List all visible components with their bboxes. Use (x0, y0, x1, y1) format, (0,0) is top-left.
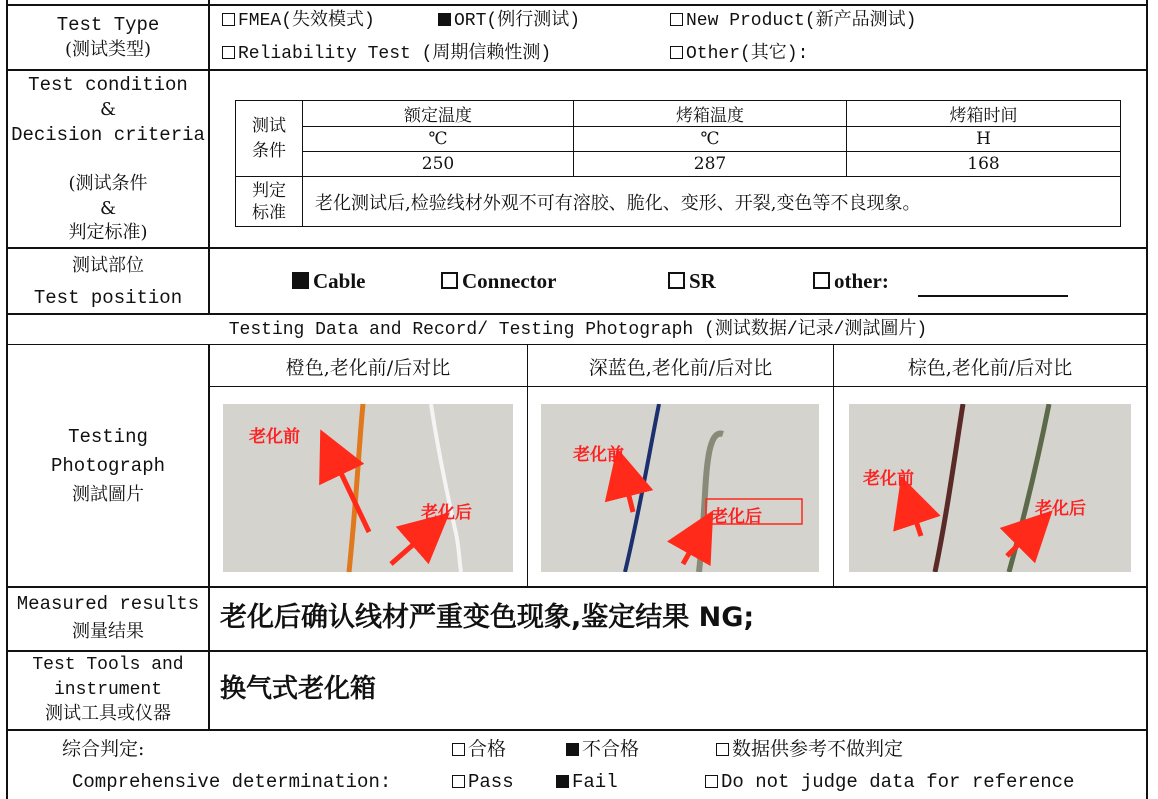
measured-label-en: Measured results (16, 593, 200, 615)
arrow-before-brown (909, 500, 921, 536)
option-ort[interactable]: ORT(例行测试) (438, 9, 580, 33)
checkbox-pass-cn[interactable] (452, 743, 465, 756)
label-after-brown: 老化后 (1035, 499, 1086, 519)
header-rated-temp: 额定温度 (303, 101, 574, 127)
checkbox-reference-cn[interactable] (716, 743, 729, 756)
determination-label-cn: 综合判定: (62, 738, 145, 760)
criteria-label-cell: 判定 标准 (236, 177, 303, 227)
arrow-after-orange (391, 529, 431, 564)
arrow-before-blue (623, 472, 633, 512)
position-other[interactable]: other: (813, 269, 889, 293)
header-oven-temp: 烤箱温度 (574, 101, 847, 127)
condition-label-6: 判定标准) (68, 222, 148, 243)
checkbox-reference-en[interactable] (705, 775, 718, 788)
condition-label-4: (测试条件 (68, 173, 148, 194)
checkbox-new-product[interactable] (670, 13, 683, 26)
label-before-brown: 老化前 (863, 469, 914, 489)
determination-fail-en[interactable]: Fail (556, 770, 618, 794)
determination-label-en: Comprehensive determination: (72, 771, 392, 793)
test-type-label-en: Test Type (56, 14, 160, 36)
header-oven-time: 烤箱时间 (847, 101, 1121, 127)
condition-table (235, 100, 1121, 227)
photo-label-3: 测試圖片 (72, 484, 144, 505)
label-divider-bottom (208, 344, 210, 730)
condition-label-2: & (99, 99, 117, 120)
measured-result-value: 老化后确认线材严重变色现象,鉴定结果 NG; (220, 602, 755, 633)
test-type-label-cn: (测试类型) (64, 39, 152, 60)
data-record-header: Testing Data and Record/ Testing Photograph (测试数据/记录/测試圖片) (228, 320, 928, 340)
wire-before-brown (935, 404, 963, 572)
position-sr[interactable]: SR (668, 269, 716, 293)
arrow-before-orange (331, 452, 369, 532)
determination-fail-cn[interactable]: 不合格 (566, 737, 639, 761)
option-other[interactable]: Other(其它): (670, 42, 808, 66)
value-rated-temp: 250 (303, 152, 574, 177)
photo-divider-2 (833, 344, 834, 587)
position-label-cn: 测试部位 (72, 255, 144, 276)
unit-rated-temp: ℃ (303, 127, 574, 152)
wire-before-blue (625, 404, 659, 572)
condition-label-5: & (99, 198, 117, 219)
photo-blue (541, 404, 819, 572)
position-connector[interactable]: Connector (441, 269, 556, 293)
photo-title-brown: 棕色,老化前/后对比 (907, 357, 1073, 379)
checkbox-sr[interactable] (668, 272, 685, 289)
photo-brown (849, 404, 1131, 572)
label-before-blue: 老化前 (573, 445, 624, 465)
photo-blue-art (541, 404, 819, 572)
determination-reference-cn[interactable]: 数据供参考不做判定 (716, 737, 903, 761)
unit-oven-time: H (847, 127, 1121, 152)
position-label-en: Test position (33, 287, 183, 309)
condition-label-cell: 测试 条件 (236, 101, 303, 177)
condition-label-3: Decision criteria (11, 124, 205, 146)
checkbox-connector[interactable] (441, 272, 458, 289)
checkbox-fail-en[interactable] (556, 775, 569, 788)
tools-label-1: Test Tools and (32, 655, 184, 675)
rule-5 (6, 586, 1148, 588)
label-before-orange: 老化前 (249, 427, 300, 447)
label-after-blue: 老化后 (711, 507, 762, 527)
wire-before-orange (349, 404, 363, 572)
checkbox-other[interactable] (670, 46, 683, 59)
rule-4 (6, 344, 1148, 345)
option-reliability[interactable]: Reliability Test (周期信赖性测) (222, 42, 551, 66)
rule-top (6, 4, 1148, 6)
determination-pass-cn[interactable]: 合格 (452, 737, 506, 761)
rule-2 (6, 247, 1148, 249)
photo-label-1: Testing (68, 426, 148, 448)
criteria-text: 老化测试后,检验线材外观不可有溶胶、脆化、变形、开裂,变色等不良现象。 (303, 177, 1121, 227)
checkbox-fmea[interactable] (222, 13, 235, 26)
tools-value: 换气式老化箱 (220, 674, 377, 704)
rule-3 (6, 313, 1148, 315)
value-oven-temp: 287 (574, 152, 847, 177)
rule-7 (6, 729, 1148, 731)
determination-reference-en[interactable]: Do not judge data for reference (705, 770, 1074, 794)
rule-6 (6, 650, 1148, 652)
tools-label-3: 测试工具或仪器 (45, 703, 171, 724)
position-cable[interactable]: Cable (292, 269, 366, 293)
value-oven-time: 168 (847, 152, 1121, 177)
photo-divider-1 (527, 344, 528, 587)
option-fmea[interactable]: FMEA(失效模式) (222, 9, 375, 33)
photo-orange (223, 404, 513, 572)
checkbox-fail-cn[interactable] (566, 743, 579, 756)
checkbox-ort[interactable] (438, 13, 451, 26)
rule-1 (6, 69, 1148, 71)
option-new-product[interactable]: New Product(新产品测试) (670, 9, 916, 33)
condition-label-1: Test condition (28, 74, 188, 96)
photo-label-2: Photograph (50, 455, 166, 477)
measured-label-cn: 测量结果 (72, 621, 144, 642)
photo-title-orange: 橙色,老化前/后对比 (285, 357, 451, 379)
wire-after-orange (431, 404, 461, 572)
checkbox-cable[interactable] (292, 272, 309, 289)
tools-label-2: instrument (53, 680, 163, 700)
photo-title-rule (208, 386, 1146, 387)
other-blank-line[interactable] (918, 295, 1068, 297)
checkbox-reliability[interactable] (222, 46, 235, 59)
label-after-orange: 老化后 (421, 503, 472, 523)
checkbox-position-other[interactable] (813, 272, 830, 289)
label-divider-top (208, 0, 210, 314)
checkbox-pass-en[interactable] (452, 775, 465, 788)
determination-pass-en[interactable]: Pass (452, 770, 514, 794)
photo-title-blue: 深蓝色,老化前/后对比 (588, 357, 773, 379)
unit-oven-temp: ℃ (574, 127, 847, 152)
